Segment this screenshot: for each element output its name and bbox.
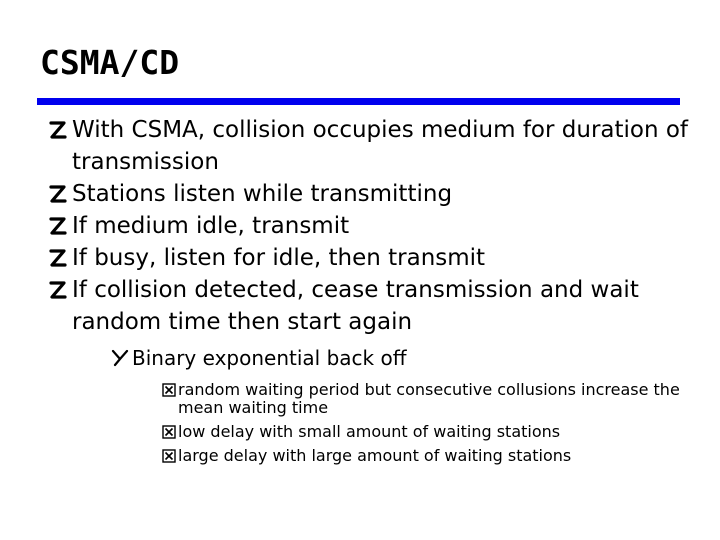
z-bullet-icon xyxy=(44,242,72,274)
bullet-text: If collision detected, cease transmission and wait random time then start again xyxy=(72,277,639,335)
bullet-item xyxy=(44,114,714,178)
z-bullet-icon xyxy=(44,114,72,146)
sub-sub-bullet-item xyxy=(160,423,714,441)
sub-sub-bullet-item xyxy=(160,447,714,465)
bullet-item xyxy=(44,210,714,242)
y-bullet-icon xyxy=(108,345,132,371)
x-box-bullet-icon xyxy=(160,423,178,441)
x-box-bullet-icon xyxy=(160,381,178,399)
sub-sub-bullet-text: low delay with small amount of waiting stations xyxy=(178,422,561,441)
sub-sub-bullet-text: large delay with large amount of waiting stations xyxy=(178,446,572,465)
bullet-text: Stations listen while transmitting xyxy=(72,181,453,207)
slide-title: CSMA/CD xyxy=(40,43,180,82)
sub-sub-bullet-text: random waiting period but consecutive collusions increase the mean waiting time xyxy=(178,380,680,417)
bullet-item xyxy=(44,242,714,274)
bullet-text: If busy, listen for idle, then transmit xyxy=(72,245,486,271)
bullet-item xyxy=(44,274,714,338)
bullet-list xyxy=(44,114,714,465)
sub-bullet-item xyxy=(108,345,714,371)
z-bullet-icon xyxy=(44,274,72,306)
z-bullet-icon xyxy=(44,178,72,210)
z-bullet-icon xyxy=(44,210,72,242)
sub-sub-bullet-item xyxy=(160,381,714,417)
bullet-item xyxy=(44,178,714,210)
bullet-text: With CSMA, collision occupies medium for duration of transmission xyxy=(72,117,689,175)
title-underline-rule xyxy=(37,98,680,105)
bullet-text: If medium idle, transmit xyxy=(72,213,350,239)
sub-bullet-text: Binary exponential back off xyxy=(132,346,407,370)
x-box-bullet-icon xyxy=(160,447,178,465)
